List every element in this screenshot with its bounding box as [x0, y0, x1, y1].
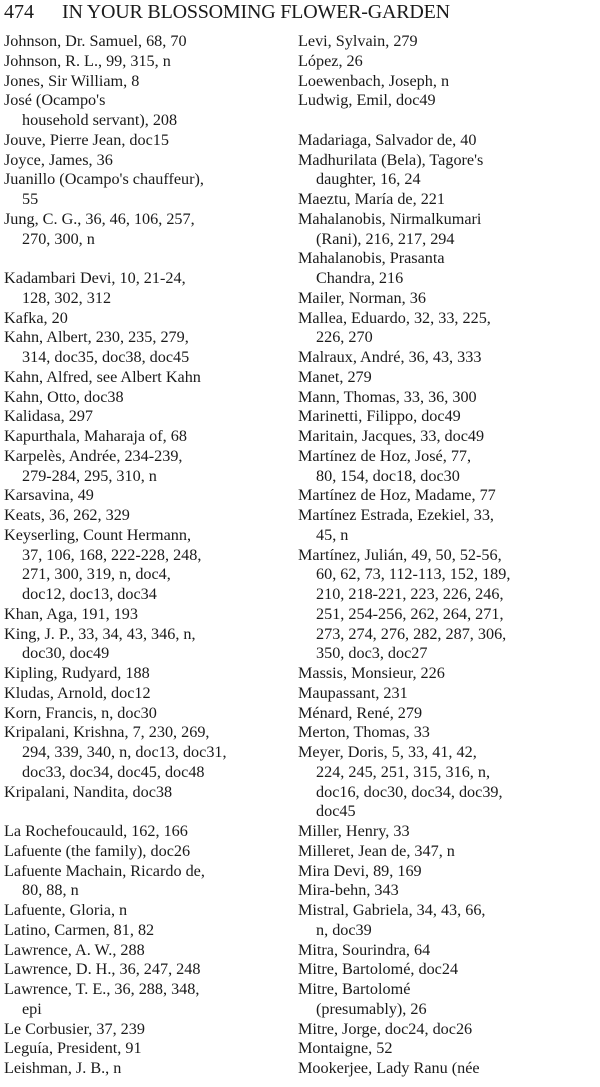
index-entry-line: Madariaga, Salvador de, 40	[298, 130, 477, 149]
index-entry	[298, 980, 596, 1020]
index-entry-line: Mann, Thomas, 33, 36, 300	[298, 387, 477, 406]
index-entry	[4, 72, 288, 92]
index-entry-continuation: household servant), 208	[22, 111, 178, 129]
index-entry-continuation: 45, n	[316, 525, 349, 544]
index-entry	[4, 1059, 288, 1079]
index-entry	[4, 921, 288, 941]
index-entry-continuation: (presumably), 26	[316, 999, 427, 1018]
index-entry-continuation: 224, 245, 251, 315, 316, n,	[316, 762, 491, 781]
index-entry-line: Levi, Sylvain, 279	[298, 32, 418, 50]
index-entry	[298, 72, 596, 92]
index-entry	[298, 704, 596, 724]
index-entry-line: José (Ocampo's	[4, 91, 106, 110]
index-entry-line: Maritain, Jacques, 33, doc49	[298, 427, 485, 445]
index-entry-continuation: 210, 218-221, 223, 226, 246,	[316, 585, 504, 603]
index-entry	[298, 32, 596, 52]
index-entry-continuation: 55	[22, 190, 39, 208]
index-entry	[298, 309, 596, 349]
index-entry	[4, 625, 288, 665]
index-entry	[4, 605, 288, 625]
index-entry	[298, 486, 596, 506]
index-entry-continuation: n, doc39	[316, 920, 372, 939]
index-entry	[4, 368, 288, 388]
running-title: IN YOUR BLOSSOMING FLOWER-GARDEN	[62, 1, 450, 23]
index-entry-line: Marinetti, Filippo, doc49	[298, 407, 461, 426]
index-entry-line: Korn, Francis, n, doc30	[4, 703, 157, 722]
index-entry-line: Ludwig, Emil, doc49	[298, 91, 436, 110]
index-entry	[4, 131, 288, 151]
index-entry	[298, 407, 596, 427]
index-entry-line: Merton, Thomas, 33	[298, 723, 430, 742]
index-entry	[4, 822, 288, 842]
index-entry-continuation: 128, 302, 312	[22, 288, 112, 307]
index-entry	[298, 546, 596, 665]
index-entry	[4, 1039, 288, 1059]
index-entry-line: Le Corbusier, 37, 239	[4, 1019, 145, 1038]
index-entry	[4, 684, 288, 704]
index-entry-continuation: 270, 300, n	[22, 229, 95, 248]
index-entry	[4, 506, 288, 526]
index-entry	[4, 486, 288, 506]
index-entry-continuation: epi	[22, 999, 42, 1018]
index-entry-line: Khan, Aga, 191, 193	[4, 604, 138, 623]
index-entry-line: Lawrence, A. W., 288	[4, 940, 145, 959]
index-entry-continuation: 273, 274, 276, 282, 287, 306,	[316, 624, 507, 643]
index-entry	[4, 842, 288, 862]
index-entry	[4, 901, 288, 921]
index-entry	[4, 447, 288, 487]
index-entry-line: Kahn, Albert, 230, 235, 279,	[4, 328, 189, 347]
index-entry	[298, 427, 596, 447]
index-entry-line: Kahn, Alfred, see Albert Kahn	[4, 367, 201, 386]
index-entry	[4, 151, 288, 171]
letter-group-gap	[4, 249, 288, 269]
index-entry-continuation: 294, 339, 340, n, doc13, doc31,	[22, 743, 227, 761]
index-entry	[298, 743, 596, 822]
index-entry-line: Manet, 279	[298, 367, 372, 386]
index-entry	[4, 328, 288, 368]
index-entry-line: La Rochefoucauld, 162, 166	[4, 822, 188, 840]
index-entry-line: Lafuente, Gloria, n	[4, 901, 128, 919]
index-entry-line: Lawrence, T. E., 36, 288, 348,	[4, 980, 200, 998]
index-entry-line: Meyer, Doris, 5, 33, 41, 42,	[298, 743, 477, 761]
index-entry-line: Leguía, President, 91	[4, 1039, 142, 1058]
index-entry	[298, 941, 596, 961]
index-entry-line: Kafka, 20	[4, 308, 68, 327]
index-entry-line: Massis, Monsieur, 226	[298, 664, 445, 682]
index-entry	[4, 388, 288, 408]
index-entry	[4, 723, 288, 782]
index-entry-continuation: doc16, doc30, doc34, doc39,	[316, 782, 503, 801]
index-entry	[4, 427, 288, 447]
page-number: 474	[4, 1, 34, 23]
index-entry	[4, 704, 288, 724]
index-entry-line: Martínez de Hoz, José, 77,	[298, 446, 472, 465]
index-entry-continuation: doc33, doc34, doc45, doc48	[22, 762, 205, 781]
index-entry-continuation: 37, 106, 168, 222-228, 248,	[22, 545, 202, 564]
index-entry-line: Maeztu, María de, 221	[298, 190, 445, 208]
index-entry	[298, 842, 596, 862]
index-entry-line: Mitre, Bartolomé	[298, 980, 411, 998]
index-entry-line: Maupassant, 231	[298, 683, 408, 702]
index-entry-line: Miller, Henry, 33	[298, 822, 410, 840]
index-entry	[298, 91, 596, 111]
index-entry-line: Juanillo (Ocampo's chauffeur),	[4, 170, 204, 189]
index-entry-line: Mistral, Gabriela, 34, 43, 66,	[298, 901, 486, 919]
index-entry-line: Loewenbach, Joseph, n	[298, 71, 450, 90]
index-entry-continuation: doc30, doc49	[22, 644, 110, 663]
index-entry	[4, 210, 288, 250]
index-entry-line: Martínez de Hoz, Madame, 77	[298, 486, 496, 505]
index-entry-line: Mitre, Bartolomé, doc24	[298, 960, 459, 979]
index-entry-continuation: 80, 88, n	[22, 881, 79, 900]
index-entry-line: Johnson, R. L., 99, 315, n	[4, 51, 171, 70]
index-column-left	[4, 32, 288, 1079]
index-entry-line: Karsavina, 49	[4, 486, 94, 505]
index-entry-line: Lafuente Machain, Ricardo de,	[4, 861, 205, 880]
index-entry-line: Karpelès, Andrée, 234-239,	[4, 446, 183, 465]
index-entry-line: Mira-behn, 343	[298, 881, 399, 900]
index-entry-line: Kalidasa, 297	[4, 407, 94, 426]
index-entry	[4, 407, 288, 427]
index-entry	[4, 980, 288, 1020]
index-entry-line: Mailer, Norman, 36	[298, 288, 426, 307]
index-entry-continuation: Chandra, 216	[316, 269, 404, 287]
index-entry-line: Kipling, Rudyard, 188	[4, 664, 150, 682]
index-entry	[4, 941, 288, 961]
index-entry	[4, 1020, 288, 1040]
index-entry-line: Montaigne, 52	[298, 1039, 393, 1058]
index-entry-continuation: 314, doc35, doc38, doc45	[22, 348, 190, 366]
index-entry	[298, 684, 596, 704]
index-entry-line: Kapurthala, Maharaja of, 68	[4, 427, 187, 445]
index-entry-line: Lafuente (the family), doc26	[4, 841, 191, 860]
index-entry-continuation: 271, 300, 319, n, doc4,	[22, 565, 171, 584]
index-entry-line: Madhurilata (Bela), Tagore's	[298, 150, 484, 169]
index-entry	[298, 901, 596, 941]
index-entry-line: Mitra, Sourindra, 64	[298, 940, 431, 959]
index-entry	[298, 1059, 596, 1079]
index-entry-line: Kludas, Arnold, doc12	[4, 683, 151, 702]
index-entry-line: Latino, Carmen, 81, 82	[4, 920, 155, 939]
index-entry-line: Malraux, André, 36, 43, 333	[298, 348, 482, 366]
index-entry-continuation: 226, 270	[316, 328, 373, 347]
index-entry	[298, 1039, 596, 1059]
letter-group-gap	[298, 111, 596, 131]
index-entry	[4, 664, 288, 684]
index-entry	[298, 52, 596, 72]
index-entry-line: Leishman, J. B., n	[4, 1059, 122, 1077]
index-entry-line: Keats, 36, 262, 329	[4, 506, 130, 524]
index-entry-line: Johnson, Dr. Samuel, 68, 70	[4, 32, 187, 50]
index-entry	[4, 52, 288, 72]
index-entry-line: Mallea, Eduardo, 32, 33, 225,	[298, 308, 491, 327]
index-entry	[298, 881, 596, 901]
index-entry	[4, 91, 288, 131]
index-entry-line: Milleret, Jean de, 347, n	[298, 841, 455, 860]
index-entry	[4, 960, 288, 980]
index-entry	[298, 1020, 596, 1040]
index-entry-line: Ménard, René, 279	[298, 703, 423, 722]
index-entry	[298, 249, 596, 289]
index-entry	[298, 289, 596, 309]
index-entry	[298, 348, 596, 368]
index-entry-continuation: doc45	[316, 802, 356, 821]
index-entry	[298, 447, 596, 487]
index-entry	[298, 862, 596, 882]
index-entry-continuation: 279-284, 295, 310, n	[22, 466, 157, 485]
index-entry-line: Kripalani, Nandita, doc38	[4, 782, 173, 801]
index-entry	[4, 32, 288, 52]
index-entry	[4, 783, 288, 803]
index-entry	[298, 388, 596, 408]
index-entry	[298, 664, 596, 684]
index-entry-line: Keyserling, Count Hermann,	[4, 525, 192, 544]
index-entry-continuation: 60, 62, 73, 112-113, 152, 189,	[316, 565, 511, 584]
index-entry	[298, 131, 596, 151]
index-entry	[4, 170, 288, 210]
index-column-right	[298, 32, 596, 1079]
index-entry-line: Mitre, Jorge, doc24, doc26	[298, 1019, 473, 1038]
index-entry	[4, 526, 288, 605]
index-entry-line: Kadambari Devi, 10, 21-24,	[4, 269, 186, 287]
index-entry	[298, 723, 596, 743]
index-entry	[298, 190, 596, 210]
index-entry-line: Martínez Estrada, Ezekiel, 33,	[298, 506, 494, 524]
index-entry-line: Lawrence, D. H., 36, 247, 248	[4, 960, 201, 979]
index-entry	[4, 269, 288, 309]
index-entry-line: Mahalanobis, Nirmalkumari	[298, 209, 482, 228]
index-entry	[4, 862, 288, 902]
index-entry-continuation: doc12, doc13, doc34	[22, 585, 157, 603]
index-entry-line: Joyce, James, 36	[4, 150, 113, 169]
index-entry	[298, 822, 596, 842]
index-entry	[4, 309, 288, 329]
index-entry-continuation: (Rani), 216, 217, 294	[316, 229, 455, 248]
index-entry-line: Jung, C. G., 36, 46, 106, 257,	[4, 209, 195, 228]
index-entry-continuation: 251, 254-256, 262, 264, 271,	[316, 604, 504, 623]
index-entry-continuation: 80, 154, doc18, doc30	[316, 466, 460, 485]
index-entry	[298, 368, 596, 388]
index-entry-line: Jones, Sir William, 8	[4, 71, 140, 90]
index-entry-line: Jouve, Pierre Jean, doc15	[4, 130, 169, 149]
index-entry	[298, 210, 596, 250]
index-entry	[298, 960, 596, 980]
page-header	[4, 0, 596, 26]
index-entry-continuation: daughter, 16, 24	[316, 170, 421, 189]
index-entry-line: López, 26	[298, 51, 363, 70]
index-entry-line: Martínez, Julián, 49, 50, 52-56,	[298, 545, 502, 564]
index-entry-line: King, J. P., 33, 34, 43, 346, n,	[4, 624, 196, 643]
index-entry-line: Mookerjee, Lady Ranu (née	[298, 1059, 480, 1077]
index-entry-continuation: 350, doc3, doc27	[316, 644, 428, 663]
index-entry-line: Mira Devi, 89, 169	[298, 861, 422, 880]
index-entry	[298, 151, 596, 191]
index-entry-line: Kripalani, Krishna, 7, 230, 269,	[4, 723, 210, 742]
index-entry	[298, 506, 596, 546]
index-entry-line: Kahn, Otto, doc38	[4, 387, 124, 406]
index-entry-line: Mahalanobis, Prasanta	[298, 249, 445, 268]
letter-group-gap	[4, 802, 288, 822]
